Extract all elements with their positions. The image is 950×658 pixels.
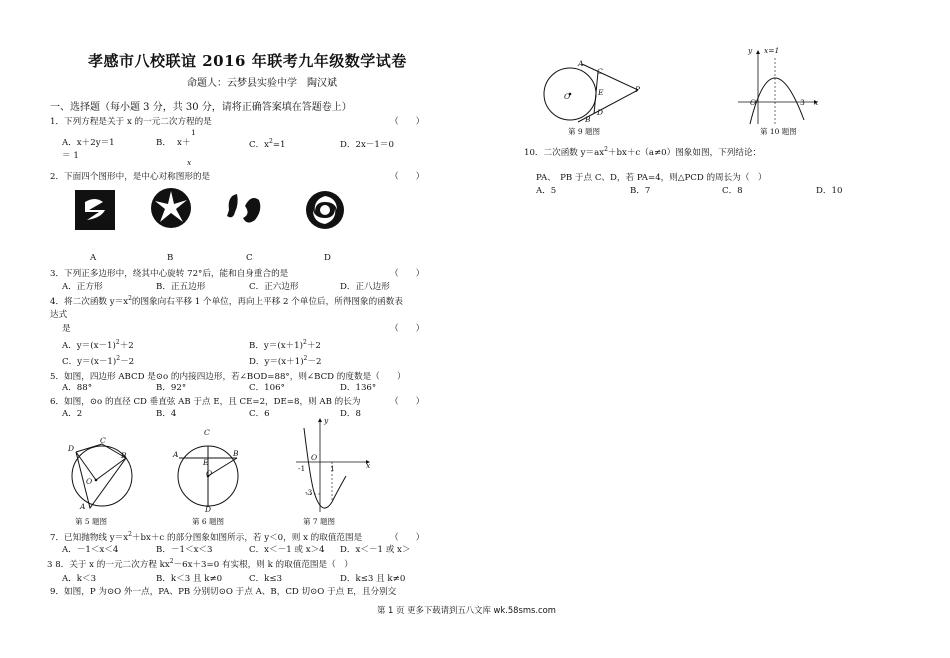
section-heading: 一、选择题（每小题 3 分，共 30 分，请将正确答案填在答题卷上） <box>50 102 352 113</box>
q1-bracket: （ ） <box>390 117 425 127</box>
fig7-label-x: x <box>366 461 371 470</box>
q4-stem: 4．将二次函数 $y=x^2$的图象向右平移 1 个单位，再向上平移 2 个单位后，所得图象的函数表 <box>50 295 403 307</box>
q1-stem: 1．下列方程是关于 x 的一元二次方程的是 <box>50 117 212 127</box>
fig7-caption: 第 7 题图 <box>303 517 336 526</box>
fig5-label-b: B <box>121 451 127 460</box>
fig6-label-a: A <box>173 450 179 459</box>
fig7-tick-1: 1 <box>330 464 335 473</box>
fig6-label-o: O <box>206 469 213 478</box>
q8-stem: 3 8．关于 x 的一元二次方程 $kx^2-6x+3=0$ 有实根，则 k 的取值范围是（ ） <box>47 558 353 570</box>
fig7-label-y: y <box>324 416 329 425</box>
fig6-label-e: E <box>203 458 209 467</box>
q2-figure-d <box>305 190 345 230</box>
q8-option-c: C．k≤3 <box>249 574 283 584</box>
q6-option-a: A．2 <box>62 409 83 419</box>
page-footer: 第 1 页 更多下载请到五八文库 wk.58sms.com <box>377 605 556 615</box>
q2-figure-b <box>150 187 192 229</box>
q3-option-a: A．正方形 <box>62 282 103 292</box>
author-line: 命题人：云梦县实验中学 陶汉斌 <box>187 78 337 89</box>
fig10-label-axis-of-symmetry: x=1 <box>764 46 780 55</box>
fig10-label-y: y <box>748 46 753 55</box>
q3-bracket: （ ） <box>390 269 425 279</box>
q1-option-d: D．2x－1＝0 <box>340 140 394 150</box>
fig6-label-c: C <box>204 428 210 437</box>
fig5-label-d: D <box>68 444 75 453</box>
q1-option-c: C．$x^2=1$ <box>249 138 286 150</box>
q2-label-d: D <box>324 253 331 263</box>
q4-stem-line2: 达式 <box>50 310 68 320</box>
q3-option-d: D．正八边形 <box>340 282 390 292</box>
q6-option-d: D．8 <box>340 409 361 419</box>
q9-stem-continued: PA、 PB 于点 C、D，若 PA=4，则△PCD 的周长为（ ） <box>536 173 767 183</box>
q3-stem: 3．下列正多边形中，绕其中心旋转 72°后，能和自身重合的是 <box>50 269 289 279</box>
q7-bracket: （ ） <box>390 533 425 543</box>
q2-label-b: B <box>167 253 174 263</box>
fig6-caption: 第 6 题图 <box>192 517 225 526</box>
exam-title: 孝感市八校联谊 2016 年联考九年级数学试卷 <box>88 52 407 70</box>
q9-stem: 9．如图，P 为⊙O 外一点，PA、PB 分别切⊙O 于点 A、B，CD 切⊙O 于点 E，且分别交 <box>50 587 397 597</box>
q9-option-a: A．5 <box>536 186 557 196</box>
figure-9 <box>540 62 648 126</box>
q5-option-c: C．106° <box>249 383 285 393</box>
q7-option-a: A．－1＜x＜4 <box>62 545 119 555</box>
fig5-label-o: O <box>86 477 93 486</box>
q6-option-b: B．4 <box>156 409 177 419</box>
q5-option-b: B．92° <box>156 383 187 393</box>
q5-option-d: D．136° <box>340 383 377 393</box>
fig10-tick-3: 3 <box>800 98 805 107</box>
q9-option-b: B．7 <box>630 186 651 196</box>
q2-stem: 2．下面四个图形中，是中心对称图形的是 <box>50 172 211 182</box>
fig10-label-x: x <box>814 98 819 107</box>
q2-label-a: A <box>90 253 97 263</box>
fig9-label-p: P <box>635 85 641 94</box>
fig9-label-o: O <box>564 92 571 101</box>
q4-bracket: （ ） <box>390 324 425 334</box>
q1-option-a: A．x＋2y＝1 <box>62 138 115 148</box>
fig5-label-a: A <box>80 502 86 511</box>
fig7-tick-minus3: -3 <box>305 488 313 497</box>
q2-figure-a <box>75 190 115 230</box>
q7-option-b: B．－1＜x＜3 <box>156 545 213 555</box>
q6-bracket: （ ） <box>390 397 425 407</box>
q1-option-b-tail: ＝ 1 <box>62 151 79 161</box>
q7-option-d: D．x＜－1 或 x＞ <box>340 545 411 555</box>
fig9-label-c: C <box>597 67 603 76</box>
fig5-caption: 第 5 题图 <box>75 517 108 526</box>
fig10-caption: 第 10 题图 <box>760 127 797 136</box>
fig9-caption: 第 9 题图 <box>568 127 601 136</box>
q2-label-c: C <box>246 253 253 263</box>
q2-bracket: （ ） <box>390 172 425 182</box>
q4-option-d: D．$y=(x+1)^2-2$ <box>249 355 322 367</box>
q1-option-b-numerator: 1 <box>191 128 196 137</box>
q2-figure-c <box>225 190 265 228</box>
q3-option-c: C．正六边形 <box>249 282 299 292</box>
q1-option-b-denominator: x <box>187 158 192 167</box>
q8-option-b: B．k＜3 且 k≠0 <box>156 574 223 584</box>
q1-option-b-x: x＋ <box>177 138 191 148</box>
q10-stem: 10．二次函数 $y=ax^2+bx+c(a\ne 0)$图象如图，下列结论： <box>524 146 762 158</box>
q7-option-c: C．x＜－1 或 x＞4 <box>249 545 325 555</box>
q8-option-d: D．k≤3 且 k≠0 <box>340 574 406 584</box>
q4-option-c: C．$y=(x-1)^2-2$ <box>62 355 135 367</box>
q4-option-b: B．$y=(x+1)^2+2$ <box>249 339 321 351</box>
q6-stem: 6．如图，⊙o 的直径 CD 垂直弦 AB 于点 E，且 CE=2，DE=8，则 AB 的长为 <box>50 397 361 407</box>
fig5-label-c: C <box>100 436 106 445</box>
q5-stem: 5．如图，四边形 ABCD 是⊙o 的内接四边形，若∠BOD=88°，则∠BCD 的度数是（ ） <box>50 372 406 382</box>
fig10-label-o: O <box>750 98 757 107</box>
q1-option-b: B． <box>156 138 171 148</box>
fig6-label-b: B <box>233 449 239 458</box>
fig9-label-a: A <box>578 59 584 68</box>
q9-option-d: D．10 <box>816 186 843 196</box>
fig6-label-d: D <box>205 505 212 514</box>
fig9-label-e: E <box>598 88 604 97</box>
fig7-tick-minus1: -1 <box>298 464 306 473</box>
fig9-label-b: B <box>585 115 591 124</box>
q8-option-a: A．k＜3 <box>62 574 97 584</box>
figure-5 <box>66 438 136 516</box>
q5-option-a: A．88° <box>62 383 93 393</box>
figure-10 <box>738 50 820 128</box>
fig7-label-o: O <box>311 453 318 462</box>
q9-option-c: C．8 <box>722 186 743 196</box>
q6-option-c: C．6 <box>249 409 270 419</box>
q3-option-b: B．正五边形 <box>156 282 206 292</box>
q7-stem: 7．已知抛物线 $y=x^2+bx+c$ 的部分图象如图所示，若 y＜0，则 x 的取值范围是 <box>50 531 363 543</box>
fig9-label-d: D <box>597 108 604 117</box>
q4-stem-line3: 是 <box>62 324 71 334</box>
q4-option-a: A．$y=(x-1)^2+2$ <box>62 339 134 351</box>
